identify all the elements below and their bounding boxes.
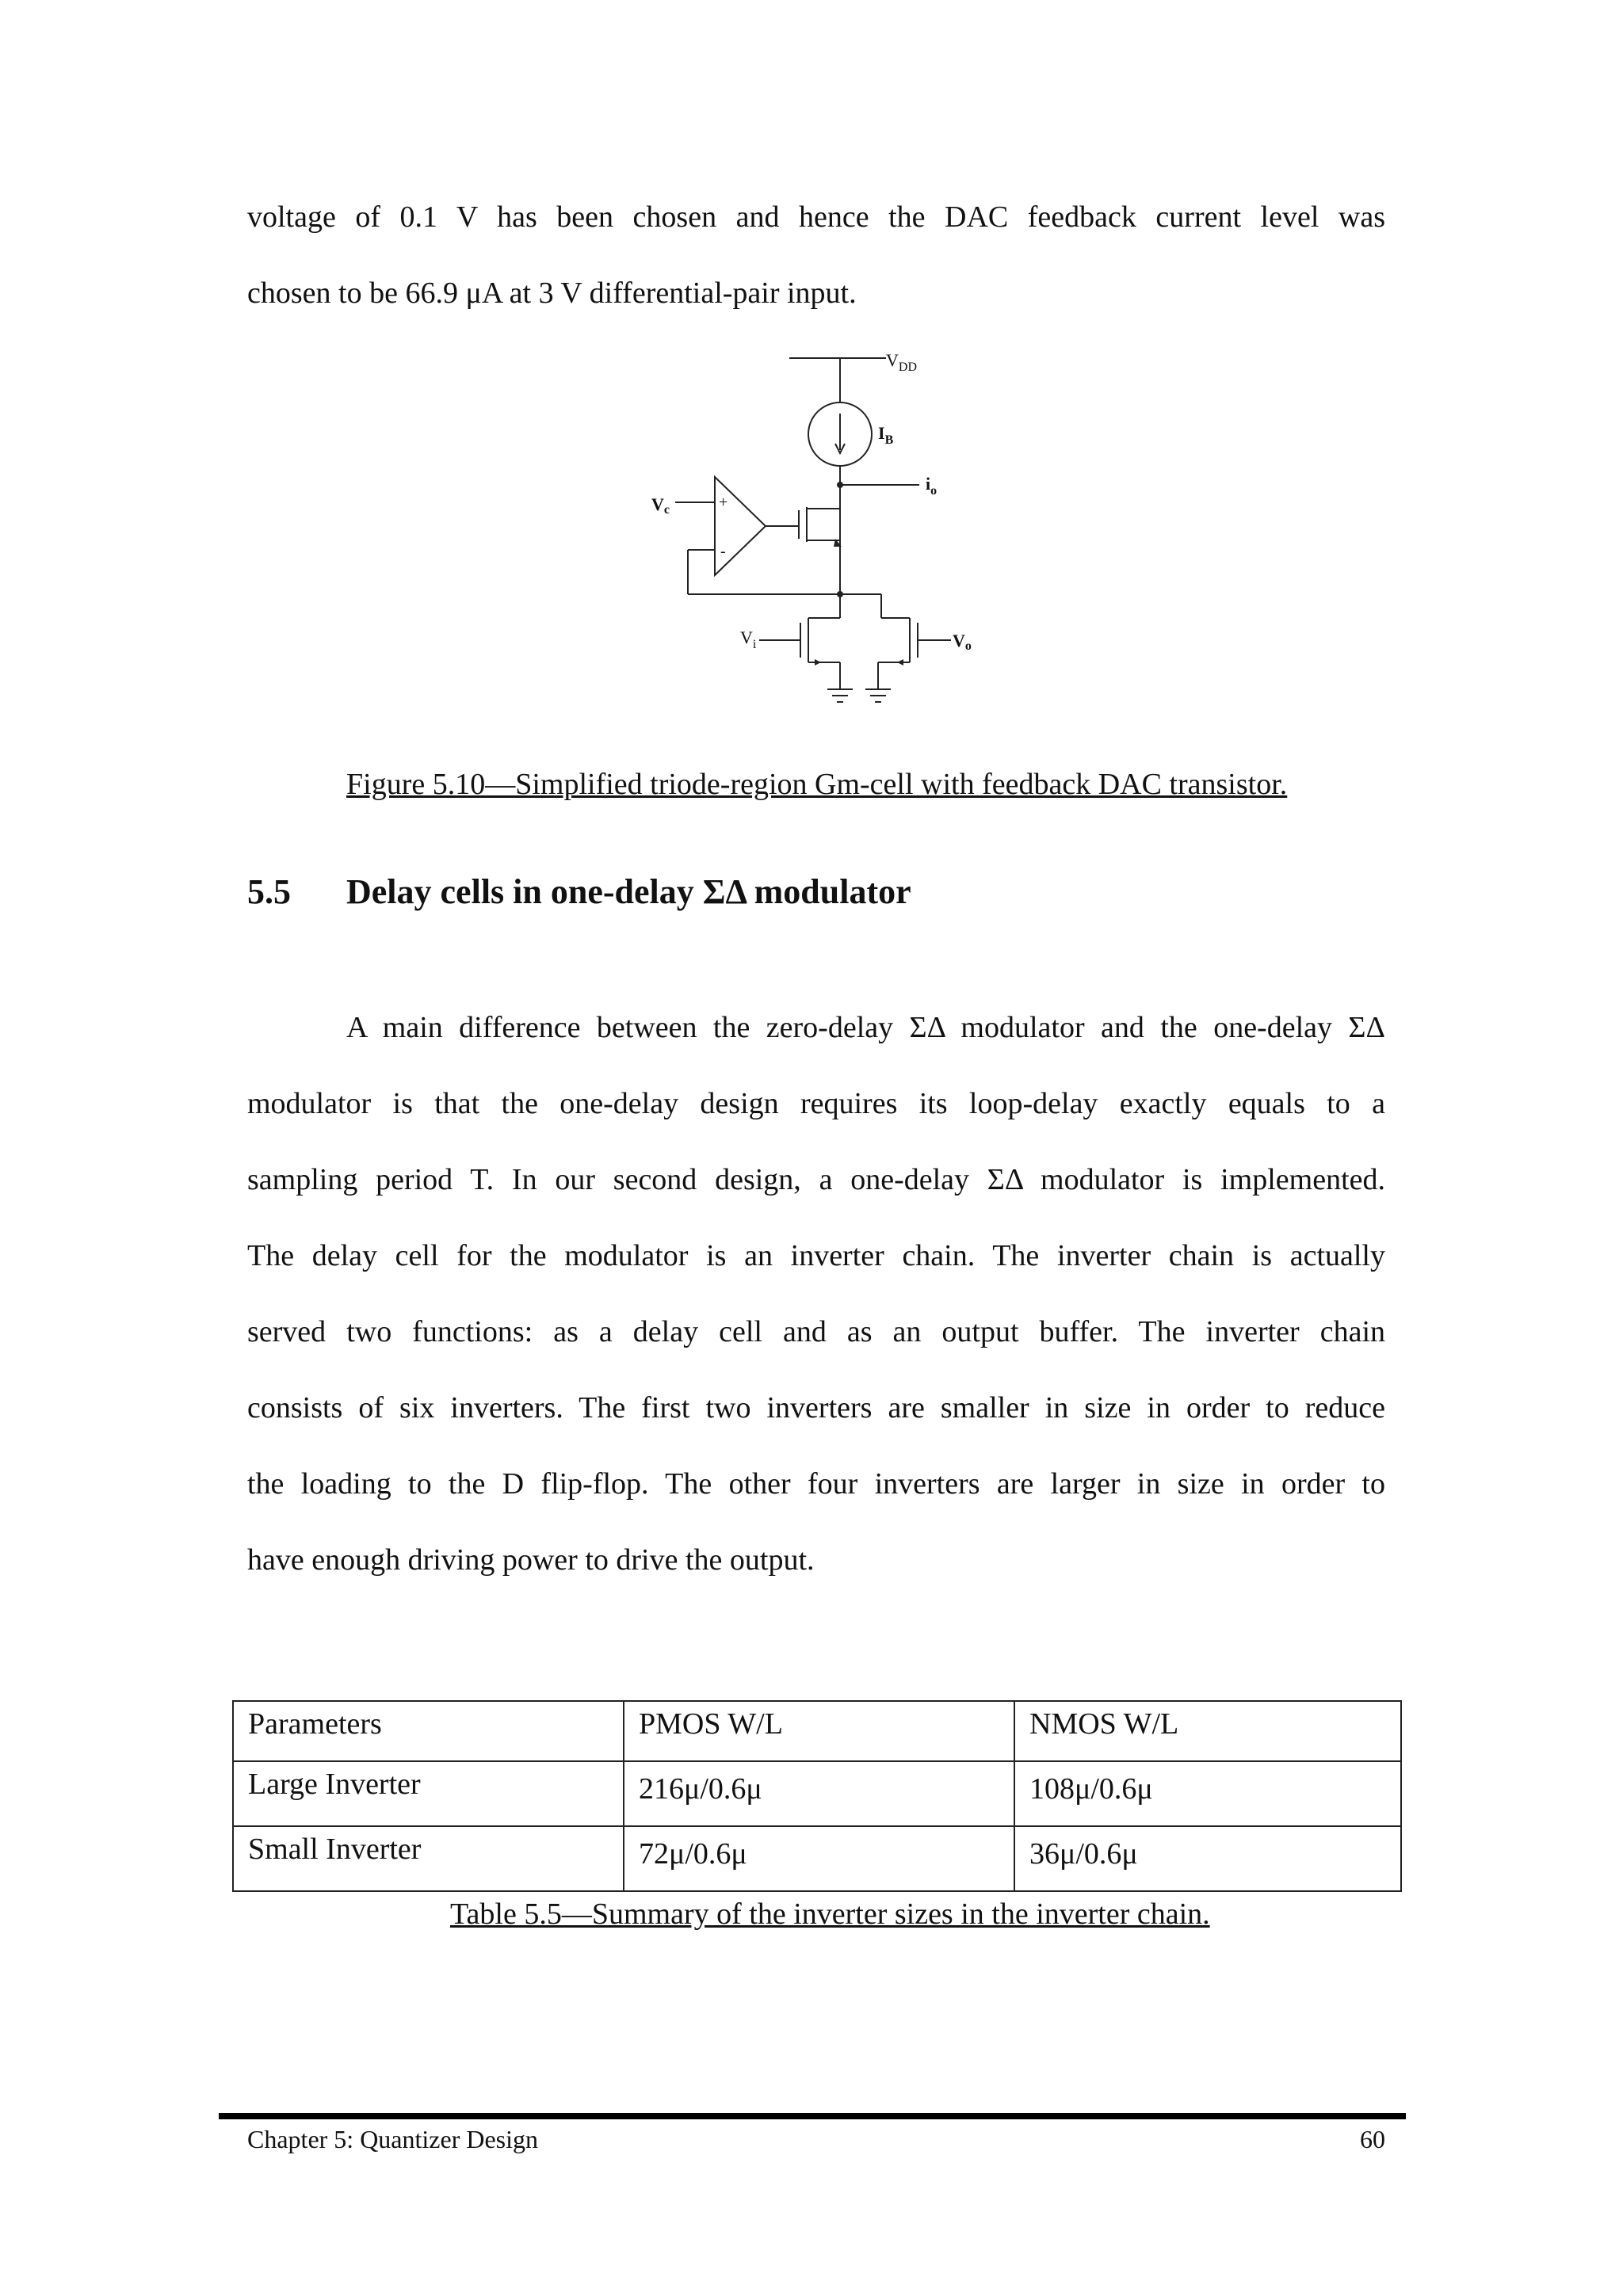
section-title: Delay cells in one-delay ΣΔ modulator <box>346 872 911 911</box>
section-heading <box>247 871 911 912</box>
paragraph-line: consists of six inverters. The first two inverters are smaller in size in order to reduce <box>247 1391 1385 1425</box>
junction-dot <box>837 482 843 488</box>
paragraph-line: modulator is that the one-delay design requires its loop-delay exactly equals to a <box>247 1087 1385 1120</box>
table-row <box>233 1826 1401 1891</box>
table-cell: Large Inverter <box>233 1761 624 1826</box>
footer-chapter: Chapter 5: Quantizer Design <box>247 2125 538 2153</box>
table-cell: 108μ/0.6μ <box>1014 1761 1401 1826</box>
body-paragraph <box>247 990 1385 1598</box>
paragraph-line: have enough driving power to drive the output. <box>247 1543 815 1577</box>
vo-label: Vo <box>953 631 972 653</box>
page-number: 60 <box>1360 2125 1385 2153</box>
paragraph-line: The delay cell for the modulator is an inverter chain. The inverter chain is actually <box>247 1239 1385 1272</box>
inverter-size-table <box>232 1700 1402 1892</box>
junction-dot <box>837 591 843 597</box>
ib-label: $I_B$ <box>878 423 894 447</box>
io-label: $i_o$ <box>926 474 938 498</box>
vo-transistor-arrow <box>897 659 903 666</box>
vi-label: $V_i$ <box>740 627 757 651</box>
table-header-cell: NMOS W/L <box>1014 1701 1401 1761</box>
table-cell: 36μ/0.6μ <box>1014 1826 1401 1891</box>
table-header-row <box>233 1701 1401 1761</box>
figure-caption: Figure 5.10—Simplified triode-region Gm-cell with feedback DAC transistor. <box>346 768 1288 801</box>
table-cell: Small Inverter <box>233 1826 624 1891</box>
table-header-cell: Parameters <box>233 1701 624 1761</box>
paragraph-line: chosen to be 66.9 μA at 3 V differential-pair input. <box>247 277 857 310</box>
paragraph-line: sampling period T. In our second design, a one-delay ΣΔ modulator is implemented. <box>247 1163 1385 1196</box>
table-cell: 72μ/0.6μ <box>624 1826 1014 1891</box>
vi-transistor-arrow <box>815 659 821 666</box>
opamp-minus-label: - <box>720 543 726 560</box>
table-header-cell: PMOS W/L <box>624 1701 1014 1761</box>
paragraph-line: A main difference between the zero-delay ΣΔ modulator and the one-delay ΣΔ <box>346 1011 1385 1044</box>
top-paragraph <box>247 179 1385 331</box>
footer-rule <box>219 2113 1406 2119</box>
opamp-triangle <box>715 477 766 575</box>
table-row <box>233 1761 1401 1826</box>
circuit-diagram <box>634 349 999 721</box>
paragraph-line: served two functions: as a delay cell and as an output buffer. The inverter chain <box>247 1315 1385 1348</box>
opamp-plus-label: + <box>719 494 728 511</box>
ground-symbol-right <box>865 689 891 702</box>
table-cell: 216μ/0.6μ <box>624 1761 1014 1826</box>
paragraph-line: the loading to the D flip-flop. The other four inverters are larger in size in order to <box>247 1467 1385 1501</box>
vc-label: Vc <box>651 494 670 517</box>
paragraph-line: voltage of 0.1 V has been chosen and hence the DAC feedback current level was <box>247 200 1385 234</box>
ground-symbol-left <box>827 689 853 702</box>
vdd-label: $V_{DD}$ <box>886 350 917 374</box>
table-caption: Table 5.5—Summary of the inverter sizes in the inverter chain. <box>450 1897 1210 1931</box>
section-number: 5.5 <box>247 872 291 911</box>
